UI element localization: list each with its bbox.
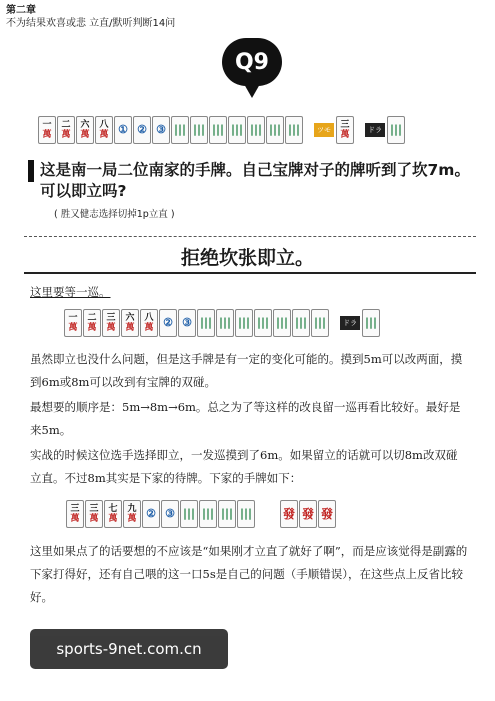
tile-suit-glyph: 萬	[87, 323, 97, 333]
mahjong-tile	[64, 309, 82, 337]
mahjong-tile	[285, 116, 303, 144]
question-badge: Q9	[222, 38, 282, 86]
mahjong-tile	[266, 116, 284, 144]
tile-face: |||	[182, 507, 195, 520]
tile-face: ②	[163, 316, 173, 329]
chapter-label: 第二章	[6, 5, 36, 16]
mahjong-tile	[180, 500, 198, 528]
mahjong-tile	[159, 309, 177, 337]
mahjong-tile	[216, 309, 234, 337]
tile-face: 六	[125, 313, 135, 323]
tile-suit-glyph: 萬	[80, 130, 90, 140]
mahjong-tile	[247, 116, 265, 144]
tile-face: 一	[68, 313, 78, 323]
mahjong-tile	[83, 309, 101, 337]
mahjong-tile	[199, 500, 217, 528]
hand-tiles	[38, 116, 304, 144]
hand-tiles	[64, 309, 330, 337]
tile-suit-glyph: 萬	[68, 323, 78, 333]
tile-face: |||	[239, 507, 252, 520]
tile-face: |||	[218, 316, 231, 329]
mahjong-tile	[95, 116, 113, 144]
tile-face: 七	[108, 504, 118, 514]
tile-suit-glyph: 萬	[125, 323, 135, 333]
tile-face: ③	[182, 316, 192, 329]
tile-face: |||	[389, 123, 402, 136]
mahjong-tile	[235, 309, 253, 337]
tile-suit-glyph: 萬	[108, 514, 118, 524]
tile-face: 八	[144, 313, 154, 323]
mahjong-tile	[209, 116, 227, 144]
mahjong-tile	[228, 116, 246, 144]
chapter-subtitle: 不为结果欢喜或悲 立直/默听判断14问	[6, 18, 176, 29]
mahjong-tile	[142, 500, 160, 528]
hand-tiles-row-2	[64, 309, 381, 337]
hand-tiles-row-1	[38, 116, 406, 144]
dora-label: ドラ	[340, 316, 360, 330]
tile-face: |||	[294, 316, 307, 329]
tile-face: ①	[118, 123, 128, 136]
paragraph-2: 虽然即立也没什么问题，但是这手牌是有一定的变化可能的。摸到5m可以改两面，摸到6m或8m可以改到有宝牌的双碰。	[30, 352, 463, 389]
answer-heading: 拒绝坎张即立。	[180, 247, 314, 269]
tile-face: |||	[192, 123, 205, 136]
mahjong-tile	[178, 309, 196, 337]
heading-divider	[24, 272, 476, 274]
mahjong-tile	[76, 116, 94, 144]
question-note: ( 胜又健志选择切掉1p立直 )	[54, 209, 175, 220]
tile-face: |||	[237, 316, 250, 329]
mahjong-tile	[123, 500, 141, 528]
mahjong-tile	[336, 116, 354, 144]
tile-face: 一	[42, 120, 52, 130]
opponent-hand-tiles	[66, 500, 256, 528]
tile-suit-glyph: 萬	[61, 130, 71, 140]
tile-suit-glyph: 萬	[70, 514, 80, 524]
mahjong-tile	[362, 309, 380, 337]
paragraph-1: 这里要等一巡。	[30, 285, 111, 299]
mahjong-tile	[218, 500, 236, 528]
tile-face: 三	[70, 504, 80, 514]
mahjong-tile	[152, 116, 170, 144]
mahjong-tile	[38, 116, 56, 144]
tile-face: |||	[249, 123, 262, 136]
mahjong-tile	[273, 309, 291, 337]
opponent-meld-tiles	[280, 500, 337, 528]
mahjong-tile	[237, 500, 255, 528]
tile-suit-glyph: 萬	[144, 323, 154, 333]
mahjong-tile	[66, 500, 84, 528]
tile-suit-glyph: 萬	[89, 514, 99, 524]
mahjong-tile	[190, 116, 208, 144]
dora-tile	[387, 116, 406, 144]
tile-face: |||	[313, 316, 326, 329]
mahjong-tile	[140, 309, 158, 337]
mahjong-tile	[102, 309, 120, 337]
tile-face: 發	[301, 507, 314, 521]
tile-face: 三	[89, 504, 99, 514]
tile-face: 六	[80, 120, 90, 130]
tile-suit-glyph: 萬	[106, 323, 116, 333]
mahjong-tile	[114, 116, 132, 144]
tile-face: |||	[201, 507, 214, 520]
mahjong-tile	[85, 500, 103, 528]
watermark: sports-9net.com.cn	[30, 629, 228, 669]
question-badge-tail	[244, 84, 260, 98]
tile-suit-glyph: 萬	[99, 130, 109, 140]
tile-face: 三	[106, 313, 116, 323]
mahjong-tile	[57, 116, 75, 144]
tile-face: 發	[282, 507, 295, 521]
tile-face: ②	[137, 123, 147, 136]
mahjong-tile	[197, 309, 215, 337]
mahjong-tile	[299, 500, 317, 528]
tile-face: |||	[211, 123, 224, 136]
tile-face: 二	[87, 313, 97, 323]
mahjong-tile	[280, 500, 298, 528]
tile-face: |||	[199, 316, 212, 329]
tile-face: 九	[127, 504, 137, 514]
mahjong-tile	[311, 309, 329, 337]
tile-face: ③	[156, 123, 166, 136]
question-marker	[28, 160, 34, 182]
tsumo-tile	[336, 116, 355, 144]
tsumo-label: ツモ	[314, 123, 334, 137]
mahjong-tile	[318, 500, 336, 528]
paragraph-5: 这里如果点了的话要想的不应该是“如果刚才立直了就好了啊”，而是应该觉得是副露的下家打得好，还有自己喂的这一口5s是自己的问题（手顺错误），在这些点上反省比较好。	[30, 544, 468, 604]
question-text: 这是南一局二位南家的手牌。自己宝牌对子的牌听到了坎7m。可以即立吗?	[40, 161, 470, 200]
paragraph-3: 最想要的顺序是：5m→8m→6m。总之为了等这样的改良留一巡再看比较好。最好是来5m。	[30, 400, 461, 437]
tile-suit-glyph: 萬	[340, 130, 350, 140]
tile-face: 八	[99, 120, 109, 130]
tile-face: 三	[340, 120, 350, 130]
dora-label: ドラ	[365, 123, 385, 137]
tile-suit-glyph: 萬	[127, 514, 137, 524]
mahjong-tile	[121, 309, 139, 337]
tile-face: |||	[268, 123, 281, 136]
tile-face: |||	[287, 123, 300, 136]
tile-face: |||	[173, 123, 186, 136]
dora-tile	[362, 309, 381, 337]
tile-face: 二	[61, 120, 71, 130]
mahjong-tile	[104, 500, 122, 528]
tile-face: |||	[364, 316, 377, 329]
tile-suit-glyph: 萬	[42, 130, 52, 140]
mahjong-tile	[133, 116, 151, 144]
tile-face: 發	[320, 507, 333, 521]
tile-face: |||	[275, 316, 288, 329]
tile-face: |||	[230, 123, 243, 136]
hand-tiles-row-3	[66, 500, 337, 528]
tile-face: |||	[256, 316, 269, 329]
tile-face: |||	[220, 507, 233, 520]
mahjong-tile	[161, 500, 179, 528]
tile-face: ③	[165, 507, 175, 520]
mahjong-tile	[292, 309, 310, 337]
paragraph-4: 实战的时候这位选手选择即立，一发巡摸到了6m。如果留立的话就可以切8m改双碰立直。不过8m其实是下家的待牌。下家的手牌如下：	[30, 448, 458, 485]
mahjong-tile	[387, 116, 405, 144]
dashed-divider	[24, 236, 476, 237]
mahjong-tile	[254, 309, 272, 337]
tile-face: ②	[146, 507, 156, 520]
mahjong-tile	[171, 116, 189, 144]
